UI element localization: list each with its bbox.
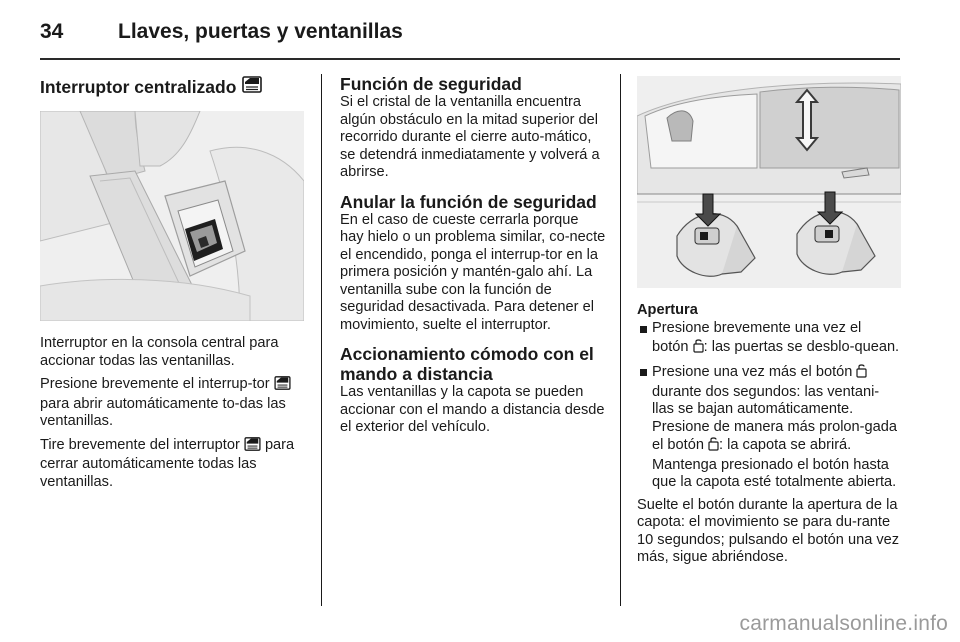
paragraph-text: Presione brevemente el interrup-tor: [40, 376, 270, 392]
paragraph: [40, 376, 306, 431]
paragraph-text: Tire brevemente del interruptor: [40, 436, 240, 453]
unlock-icon: [708, 436, 719, 457]
right-column: [637, 76, 901, 573]
page-number: 34: [40, 20, 64, 43]
section-title-text: Interruptor centralizado: [40, 76, 237, 97]
paragraph: En el caso de cueste cerrarla porque hay hielo o un problema similar, co-necte el encendido, ponga el interrup-tor en la primera posición y mantén-galo ahí. La ventanilla sube con la función de seguridad desactivada. Para detener el movimiento, suelte el interruptor.: [340, 211, 606, 333]
list-item-text: : la capota se abrirá. Mantenga presionado el botón hasta que la capota esté totalmente abierta.: [652, 437, 897, 490]
section-title: Accionamiento cómodo con el mando a distancia: [340, 344, 594, 384]
section-title: [40, 76, 306, 97]
paragraph: Interruptor en la consola central para accionar todas las ventanillas.: [40, 335, 279, 369]
sub-heading: Apertura: [637, 302, 698, 318]
list-item-text: Presione brevemente una vez el botón: [652, 320, 862, 355]
window-switch-icon: [242, 76, 262, 97]
middle-column: [340, 74, 606, 443]
window-switch-icon: [244, 437, 261, 457]
paragraph-text: para cerrar automáticamente todas las ventanillas.: [40, 436, 295, 490]
watermark: carmanualsonline.info: [739, 612, 948, 635]
list-item: [637, 320, 901, 358]
list-item-text: Presione una vez más el botón: [652, 364, 853, 380]
list-item-text: durante dos segundos: las ventani-llas se bajan automáticamente. Presione de manera más prolon-gada el botón: [652, 383, 897, 453]
header-rule: [40, 58, 900, 60]
paragraph: Si el cristal de la ventanilla encuentra algún obstáculo en la mitad superior del recorrido durante el cierre auto-mático, se detendrá inmediatamente y volverá a abrirse.: [340, 94, 600, 180]
paragraph-text: para abrir automáticamente to-das las ventanillas.: [40, 395, 286, 429]
bullet-list: [637, 320, 901, 492]
section-title: Anular la función de seguridad: [340, 191, 597, 212]
column-divider: [620, 74, 621, 606]
window-switch-icon: [274, 376, 291, 396]
console-switch-illustration: [40, 111, 304, 321]
section-title: Función de seguridad: [340, 74, 522, 94]
paragraph: [40, 437, 306, 492]
unlock-icon: [856, 363, 867, 384]
unlock-icon: [693, 338, 704, 359]
list-item: [637, 363, 901, 492]
column-divider: [321, 74, 322, 606]
remote-key-illustration: [637, 76, 901, 288]
list-item-text: : las puertas se desblo-quean.: [703, 338, 900, 355]
paragraph: Suelte el botón durante la apertura de la capota: el movimiento se para du-rante 10 segundos; pulsando el botón una vez más, sigue abriéndose.: [637, 496, 900, 565]
page-header: [40, 14, 900, 54]
paragraph: Las ventanillas y la capota se pueden accionar con el mando a distancia desde el exterior del vehículo.: [340, 384, 605, 435]
left-column: [40, 74, 306, 497]
chapter-title: Llaves, puertas y ventanillas: [118, 20, 403, 43]
